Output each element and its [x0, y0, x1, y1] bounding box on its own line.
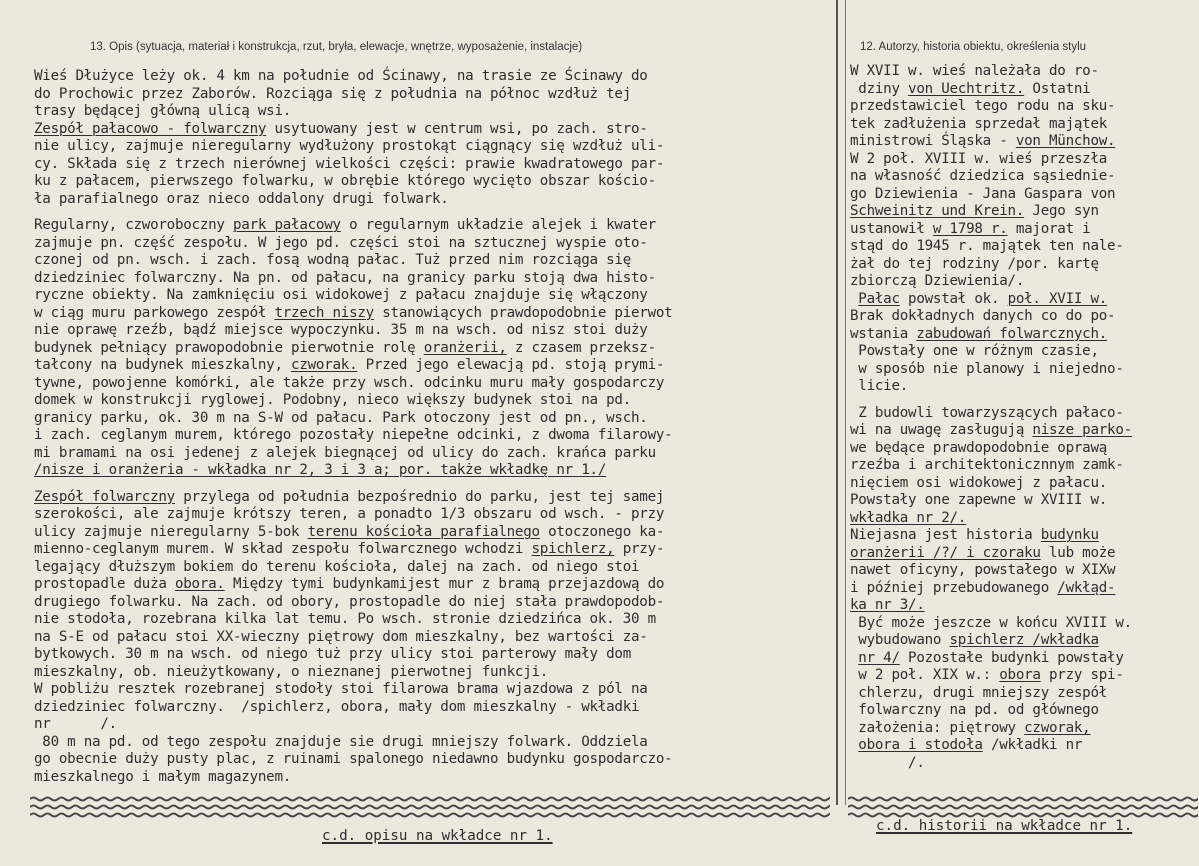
right-text-line: tek zadłużenia sprzedał majątek: [850, 115, 1108, 132]
history-text: [850, 63, 1198, 772]
left-paragraph-gap: [34, 208, 824, 217]
right-text-line: W XVII w. wieś należała do ro-: [850, 63, 1099, 79]
right-text-line: ustanowił w 1798 r. majorat i: [850, 220, 1091, 237]
left-text-line: ku z pałacem, pierwszego folwarku, w obrębie którego wycięto obszar kościo-: [34, 173, 656, 189]
left-text-line: Wieś Dłużyce leży ok. 4 km na południe od Ścinawy, na trasie ze Ścinawy do: [34, 68, 648, 84]
right-text-line: Brak dokładnych danych co do po-: [850, 308, 1116, 324]
left-text-line: nie oprawę rzeźb, bądź miejsce wypoczynku. 35 m na wsch. od nisz stoi duży: [34, 322, 648, 338]
column-divider: [836, 0, 838, 805]
right-text-line: ka nr 3/.: [850, 597, 925, 613]
right-text-line: chlerzu, drugi mniejszy zespół: [850, 684, 1108, 701]
right-text-line: nr 4/ Pozostałe budynki powstały: [858, 649, 1124, 666]
left-text-line: go obecnie duży pusty plac, z ruinami spalonego niedawno budynku gospodarczo-: [34, 751, 673, 767]
right-text-line: Schweinitz und Krein. Jego syn: [850, 203, 1099, 219]
right-text-line: żał do tej rodziny /por. kartę: [850, 255, 1099, 272]
right-text-line: wybudowano spichlerz /wkładka: [850, 632, 1099, 648]
left-text-line: 80 m na pd. od tego zespołu znajduje sie drugi mniejszy folwark. Oddziela: [34, 733, 648, 750]
right-text-line: nięciem osi widokowej z pałacu.: [850, 474, 1108, 491]
left-text-line: granicy parku, ok. 30 m na S-W od pałacu. Park otoczony jest od pn., wsch.: [34, 409, 648, 426]
left-text-line: zajmuje pn. część zespołu. W jego pd. części stoi na sztucznej wyspie oto-: [34, 234, 648, 251]
left-text-line: w ciąg muru parkowego zespół trzech niszy stanowiących prawdopodobnie pierwot: [34, 304, 673, 321]
left-text-line: dziedziniec folwarczny. /spichlerz, obora, mały dom mieszkalny - wkładki: [34, 698, 640, 715]
right-text-line: i później przebudowanego /wkłąd-: [850, 579, 1116, 596]
left-text-line: tałcony na budynek mieszkalny, czworak. Przed jego elewacją pd. stoją prymi-: [34, 357, 665, 373]
left-text-line: mi bramami na osi jedenej z alejek biegnącej od ulicy do zach. krańca parku: [34, 444, 656, 461]
right-text-line: założenia: piętrowy czworak,: [850, 719, 1091, 736]
right-text-line: nawet oficyny, powstałego w XIXw: [850, 562, 1116, 578]
right-text-line: Powstały one zapewne w XVIII w.: [850, 492, 1108, 508]
left-paragraph-gap: [34, 480, 824, 489]
right-text-line: dziny von Uechtritz. Ostatni: [850, 80, 1091, 97]
right-text-line: na własność dziedzica sąsiednie-: [850, 168, 1116, 184]
left-text-line: bytkowych. 30 m na wsch. od niego tuż przy ulicy stoi parterowy mały dom: [34, 646, 631, 662]
left-text-line: Zespół pałacowo - folwarczny usytuowany jest w centrum wsi, po zach. stro-: [34, 120, 648, 137]
left-text-line: nie stodoła, rozebrana kilka lat temu. Po wsch. stronie dziedzińca ok. 30 m: [34, 611, 656, 627]
left-text-line: nie ulicy, zajmuje nieregularny wydłużony prostokąt ciągnący się wzdłuż uli-: [34, 138, 665, 154]
left-text-line: /nisze i oranżeria - wkładka nr 2, 3 i 3 a; por. także wkładkę nr 1./: [34, 462, 607, 478]
right-text-line: przedstawiciel tego rodu na sku-: [850, 98, 1116, 114]
right-text-line: folwarczny na pd. od głównego: [850, 702, 1099, 718]
right-section-header: 12. Autorzy, historia obiektu, określenia stylu: [860, 41, 1087, 53]
left-section-header: 13. Opis (sytuacja, materiał i konstrukcja, rzut, bryła, elewacje, wnętrze, wyposażenie, instalacje): [90, 41, 583, 53]
right-text-line: go Dziewienia - Jana Gaspara von: [850, 185, 1116, 202]
right-text-line: /.: [850, 754, 925, 771]
left-text-line: mieszkalny, ob. nieużytkowany, o nieznanej pierwotnej funkcji.: [34, 663, 549, 680]
right-paragraph-gap: [850, 396, 1198, 405]
right-text-line: ministrowi Śląska - von Münchow.: [850, 133, 1116, 149]
right-text-line: w sposób nie planowy i niejedno-: [850, 360, 1124, 377]
left-text-line: cy. Składa się z trzech nierównej wielkości części: prawie kwadratowego par-: [34, 155, 665, 172]
right-text-line: Powstały one w różnym czasie,: [850, 343, 1099, 359]
right-text-line: wstania zabudowań folwarcznych.: [850, 325, 1108, 342]
left-text-line: legający dłuższym bokiem do terenu kościoła, dalej na zach. od niego stoi: [34, 558, 640, 575]
left-text-line: do Prochowic przez Zaborów. Rozciąga się z południa na północ wzdłuż tej: [34, 85, 631, 102]
right-text-line: rzeźba i architektonicznnym zamk-: [850, 457, 1124, 473]
right-text-line: we będące prawdopodobnie oprawą: [850, 439, 1108, 456]
column-divider-secondary: [845, 0, 846, 805]
left-text-line: Zespół folwarczny przylega od południa bezpośrednio do parku, jest tej samej: [34, 488, 665, 505]
left-text-line: trasy będącej główną ulicą wsi.: [34, 103, 292, 119]
left-text-line: domek w konstrukcji ryglowej. Podobny, nieco większy budynek stoi na pd.: [34, 392, 631, 408]
left-text-line: mienno-ceglanym murem. W skład zespołu folwarcznego wchodzi spichlerz, przy-: [34, 541, 665, 557]
left-text-line: prostopadle duża obora. Między tymi budynkamijest mur z bramą przejazdową do: [34, 576, 665, 592]
right-continuation-note: c.d. historii na wkładce nr 1.: [876, 818, 1133, 834]
left-text-line: ulicy zajmuje nieregularny 5-bok terenu kościoła parafialnego otoczonego ka-: [34, 523, 665, 540]
left-continuation-note: c.d. opisu na wkładce nr 1.: [322, 828, 553, 844]
left-text-line: ła parafialnego oraz nieco oddalony drugi folwark.: [34, 190, 449, 207]
right-text-line: wkładka nr 2/.: [850, 509, 967, 526]
left-text-line: na S-E od pałacu stoi XX-wieczny piętrowy dom mieszkalny, bez wartości za-: [34, 628, 648, 645]
left-text-line: tywne, powojenne komórki, ale także przy wsch. odcinku muru mały gospodarczy: [34, 374, 665, 391]
left-text-line: i zach. ceglanym murem, którego pozostały niepełne odcinki, z dwoma filarowy-: [34, 427, 673, 443]
right-text-line: Z budowli towarzyszących pałaco-: [850, 404, 1124, 421]
right-text-line: stąd do 1945 r. majątek ten nale-: [850, 238, 1124, 254]
description-text: [34, 68, 824, 786]
right-text-line: w 2 poł. XIX w.: obora przy spi-: [850, 667, 1124, 683]
left-text-line: drugiego folwarku. Na zach. od obory, prostopadle do niej stała prawdopodob-: [34, 593, 665, 610]
left-text-line: szerokości, ale zajmuje krótszy teren, a ponadto 1/3 obszaru od wsch. - przy: [34, 506, 665, 522]
right-text-line: Pałac powstał ok. poł. XVII w.: [858, 290, 1108, 307]
left-text-line: Regularny, czworoboczny park pałacowy o regularnym układzie alejek i kwater: [34, 217, 656, 233]
left-text-line: budynek pełniący prawopodobnie pierwotnie rolę oranżerii, z czasem przeksz-: [34, 339, 656, 356]
left-text-line: nr /.: [34, 716, 117, 732]
left-text-line: ryczne obiekty. Na zamknięciu osi widokowej z pałacu znajduje się włączony: [34, 287, 648, 303]
left-text-line: czonej od pn. wsch. i zach. fosą wodną pałac. Tuż przed nim rozciąga się: [34, 252, 631, 268]
right-text-line: oranżerii /?/ i czoraku lub może: [850, 544, 1116, 561]
left-text-line: W pobliżu resztek rozebranej stodoły stoi filarowa brama wjazdowa z pól na: [34, 681, 648, 697]
right-text-line: wi na uwagę zasługują nisze parko-: [850, 422, 1132, 438]
right-text-line: licie.: [850, 378, 909, 394]
right-text-line: Niejasna jest historia budynku: [850, 527, 1099, 543]
right-text-line: obora i stodoła /wkładki nr: [858, 737, 1083, 753]
right-text-line: zbiorczą Dziewienia/.: [850, 273, 1025, 289]
wavy-divider-left: [30, 793, 830, 823]
right-text-line: Być może jeszcze w końcu XVIII w.: [850, 614, 1132, 631]
left-text-line: dziedziniec folwarczny. Na pn. od pałacu, na granicy parku stoją dwa histo-: [34, 269, 656, 286]
left-text-line: mieszkalnego i małym magazynem.: [34, 768, 292, 785]
right-text-line: W 2 poł. XVIII w. wieś przeszła: [850, 150, 1108, 167]
